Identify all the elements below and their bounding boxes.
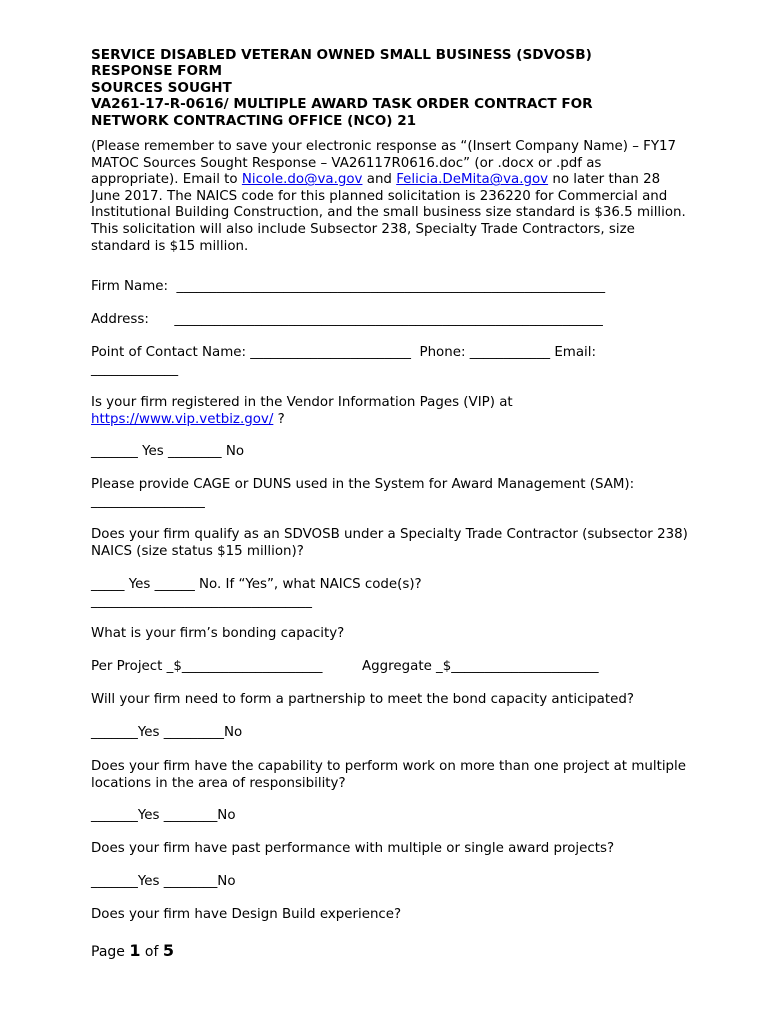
title-line-1: SERVICE DISABLED VETERAN OWNED SMALL BUSINESS (SDVOSB)	[91, 47, 592, 63]
q6-text: Does your firm have the capability to perform work on more than one project at multiple locations in the area of responsibility?	[91, 759, 686, 791]
title-line-5: NETWORK CONTRACTING OFFICE (NCO) 21	[91, 112, 417, 129]
q3-field[interactable]: _________________________________	[91, 594, 312, 609]
poc-label: Point of Contact Name:	[91, 345, 251, 360]
phone-label: Phone:	[410, 345, 470, 360]
page-word: Page	[91, 944, 130, 960]
q1-answer[interactable]: _______ Yes ________ No	[91, 444, 245, 459]
intro-text-3: no later than 28 June 2017. The NAICS code for this planned solicitation is 236220 for Commercial and Institutional Building Construction, and the small business size standard is $36.5 million. This solicitation will also include Subsector 238, Specialty Trade Contractors, size standard is $15 million.	[91, 172, 686, 254]
document-header	[91, 47, 691, 255]
intro-text-2: and	[362, 172, 397, 188]
intro-text-1: (Please remember to save your electronic response as “(Insert Company Name) – FY17 MATOC Sources Sought Response – VA26117R0616.doc” (or .docx or .pdf as appropriate). Email to	[91, 139, 677, 188]
address-label: Address:	[91, 312, 149, 327]
q4-text: What is your firm’s bonding capacity?	[91, 626, 345, 641]
q1-suffix: ?	[273, 412, 285, 427]
phone-field[interactable]: ____________	[469, 345, 551, 360]
per-project-field[interactable]: Per Project _$_____________________	[91, 659, 323, 674]
contact-row	[91, 345, 596, 362]
aggregate-field[interactable]: Aggregate _$______________________	[362, 659, 599, 674]
page-total: 5	[162, 941, 175, 960]
q1-link-row	[91, 412, 285, 429]
firm-name-row	[91, 279, 605, 296]
q1-text: Is your firm registered in the Vendor Information Pages (VIP) at	[91, 395, 513, 410]
q6-answer[interactable]: _______Yes ________No	[91, 808, 236, 823]
q8-text: Does your firm have Design Build experience?	[91, 907, 402, 922]
email-field[interactable]: _____________	[91, 362, 179, 377]
poc-field[interactable]: ________________________	[250, 345, 411, 360]
firm-name-field[interactable]: ________________________________________________________________	[168, 279, 606, 294]
email-label: Email:	[550, 345, 597, 360]
q5-answer[interactable]: _______Yes _________No	[91, 725, 243, 740]
vip-link[interactable]: https://www.vip.vetbiz.gov/	[91, 412, 274, 427]
intro-paragraph	[91, 139, 691, 255]
of-word: of	[140, 944, 163, 960]
q2-field[interactable]: _________________	[91, 494, 205, 509]
page-footer	[91, 943, 174, 961]
q2-text: Please provide CAGE or DUNS used in the System for Award Management (SAM):	[91, 477, 635, 492]
q3-text: Does your firm qualify as an SDVOSB under a Specialty Trade Contractor (subsector 238) NAICS (size status $15 million)?	[91, 527, 688, 559]
q7-answer[interactable]: _______Yes ________No	[91, 874, 236, 889]
address-row	[91, 312, 603, 329]
page-number: 1	[129, 941, 141, 960]
title-line-3: SOURCES SOUGHT	[91, 79, 232, 96]
email-link-felicia[interactable]: Felicia.DeMita@va.gov	[396, 172, 549, 188]
q7-text: Does your firm have past performance with multiple or single award projects?	[91, 841, 615, 856]
email-blank-row	[91, 362, 178, 379]
address-field[interactable]: ________________________________________________________________	[148, 312, 603, 327]
title-line-4: VA261-17-R-0616/ MULTIPLE AWARD TASK ORDER CONTRACT FOR	[91, 96, 593, 113]
title-line-2: RESPONSE FORM	[91, 63, 223, 80]
q5-text: Will your firm need to form a partnership to meet the bond capacity anticipated?	[91, 692, 634, 707]
email-link-nicole[interactable]: Nicole.do@va.gov	[241, 172, 363, 188]
firm-name-label: Firm Name:	[91, 279, 169, 294]
q3-answer[interactable]: _____ Yes ______ No. If “Yes”, what NAICS code(s)?	[91, 577, 422, 592]
